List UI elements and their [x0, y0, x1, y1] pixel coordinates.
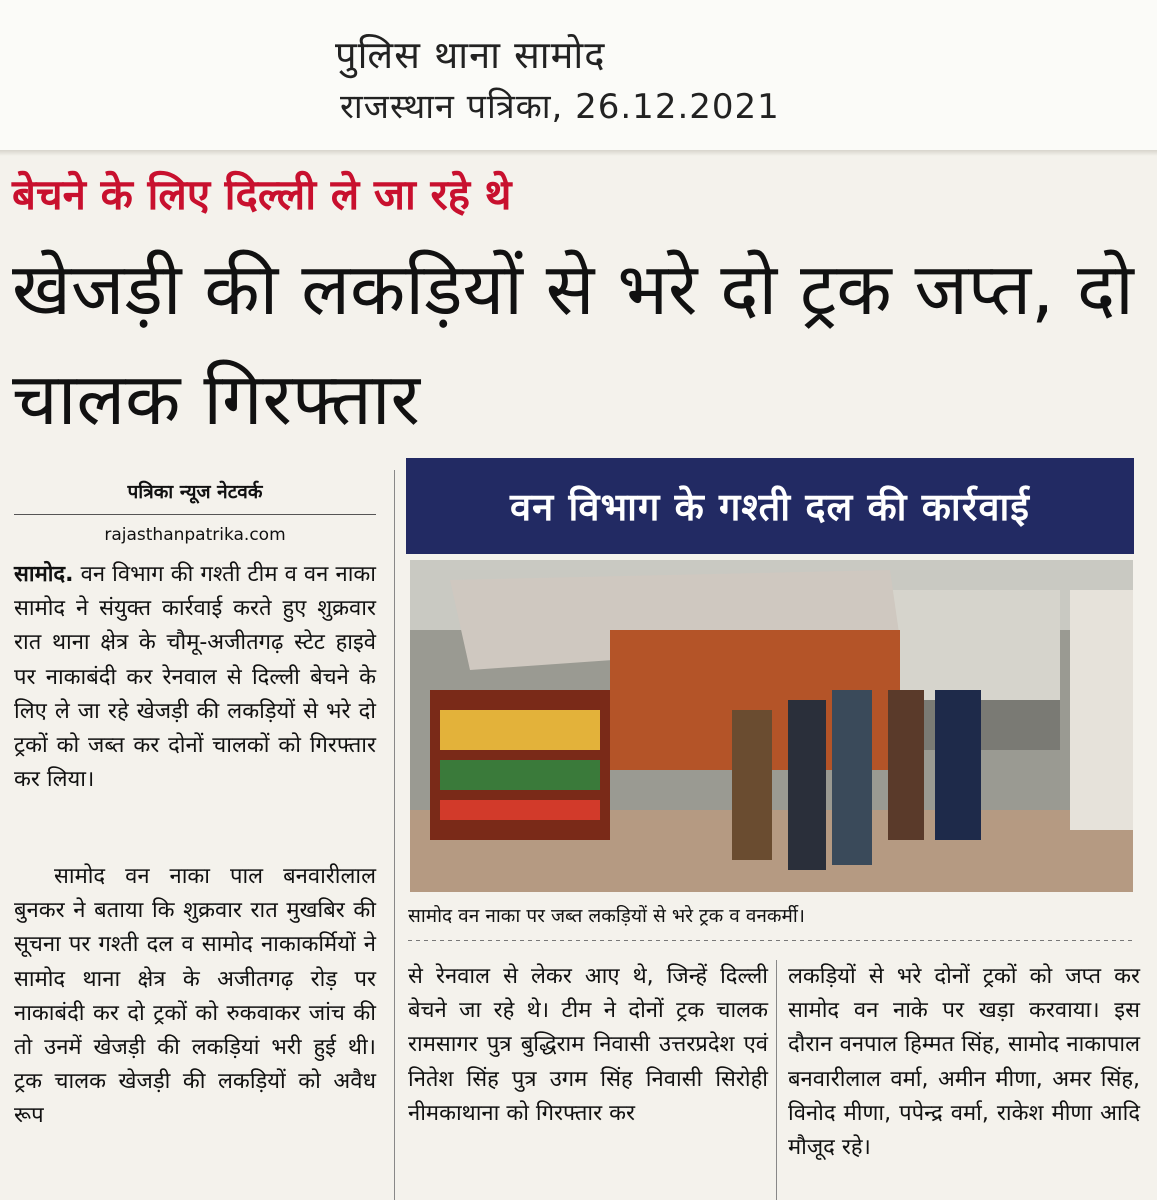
main-headline: खेजड़ी की लकड़ियों से भरे दो ट्रक जप्त, दो चालक गिरफ्तार [12, 247, 1134, 441]
column-divider-2 [776, 960, 777, 1200]
website: rajasthanpatrika.com [104, 525, 286, 545]
photo-caption: सामोद वन नाका पर जब्त लकड़ियों से भरे ट्रक व वनकर्मी। [408, 905, 806, 927]
article-column-2: से रेनवाल से लेकर आए थे, जिन्हें दिल्ली बेचने जा रहे थे। टीम ने दोनों ट्रक चालक रामसागर पुत्र बुद्धिराम निवासी उत्तरप्रदेश एवं नितेश सिंह पुत्र उगम सिंह निवासी सिरोही नीमकाथाना को गिरफ्तार कर [408, 964, 768, 1126]
column-divider [394, 470, 395, 1200]
byline-divider [14, 514, 376, 515]
kicker-headline: बेचने के लिए दिल्ली ले जा रहे थे [12, 170, 512, 219]
dateline: सामोद. [14, 562, 74, 587]
caption-divider [408, 940, 1136, 941]
article-paragraph-1 [14, 558, 376, 797]
photo-header: वन विभाग के गश्ती दल की कार्रवाई [406, 458, 1134, 554]
article-paragraph-2: सामोद वन नाका पाल बनवारीलाल बुनकर ने बताया कि शुक्रवार रात मुखबिर की सूचना पर गश्ती दल व सामोद नाकाकर्मियों ने सामोद थाना क्षेत्र के अजीतगढ़ रोड़ पर नाकाबंदी कर दो ट्रकों को रुकवाकर जांच की तो उनमें खेजड़ी की लकड़ियां भरी हुई थी। ट्रक चालक खेजड़ी की लकड़ियों को अवैध रूप [14, 864, 376, 1129]
byline: पत्रिका न्यूज नेटवर्क [127, 481, 263, 503]
clipping-edge [0, 150, 1157, 156]
trucks-photo [410, 560, 1133, 892]
article-column-3: लकड़ियों से भरे दोनों ट्रकों को जप्त कर सामोद वन नाके पर खड़ा करवाया। इस दौरान वनपाल हिम्मत सिंह, सामोद नाकापाल बनवारीलाल वर्मा, अमीन मीणा, अमर सिंह, विनोद मीणा, पपेन्द्र वर्मा, राकेश मीणा आदि मौजूद रहे। [788, 964, 1140, 1161]
note-police-station: पुलिस थाना सामोद [335, 33, 606, 77]
note-newspaper-date: राजस्थान पत्रिका, 26.12.2021 [340, 87, 780, 127]
paragraph-1-text: वन विभाग की गश्ती टीम व वन नाका सामोद ने संयुक्त कार्रवाई करते हुए शुक्रवार रात थाना क्षेत्र के चौमू-अजीतगढ़ स्टेट हाइवे पर नाकाबंदी कर रेनवाल से दिल्ली बेचने के लिए ले जा रहे खेजड़ी की लकड़ियों से भरे दो ट्रकों को जब्त कर दोनों चालकों को गिरफ्तार कर लिया। [14, 562, 376, 793]
